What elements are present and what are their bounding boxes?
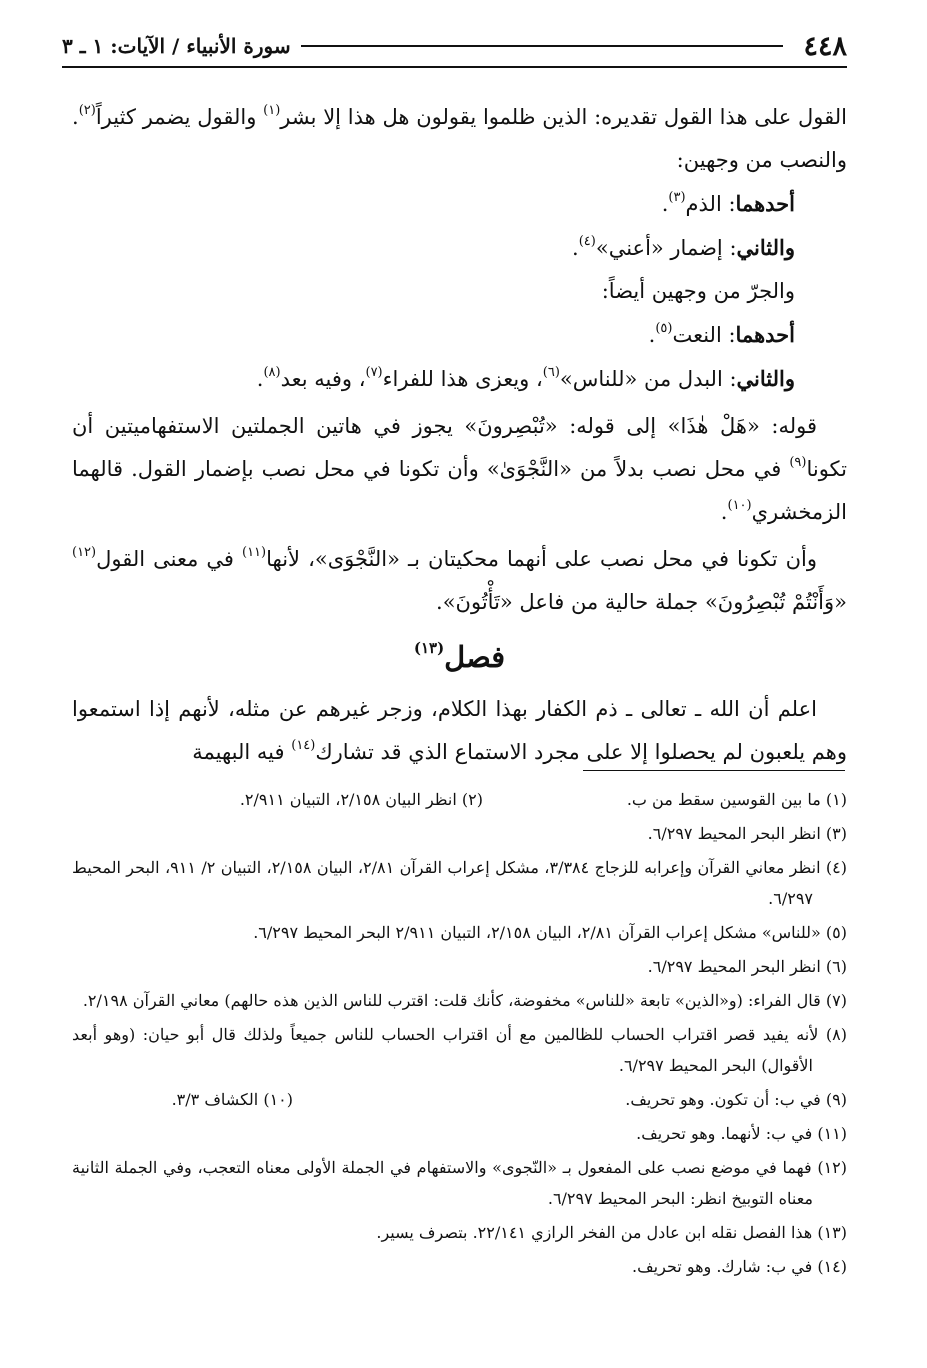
text-run: . xyxy=(256,367,264,391)
text-run: : النعت xyxy=(672,323,736,347)
text-run: في معنى القول xyxy=(96,547,242,571)
footnote-7: (٧) قال الفراء: (و«الذين» تابعة «للناس» مخفوضة، كأنك قلت: اقترب للناس الذين هذه حالهم) معاني القرآن ٢/١٩٨. xyxy=(82,991,847,1010)
text-run: : الذم xyxy=(685,192,736,216)
text-run: «وَأَنْتُمْ تُبْصِرُونَ» جملة حالية من فاعل «تَأْتُونَ». xyxy=(436,590,847,614)
main-text xyxy=(72,96,847,774)
footnote-11: (١١) في ب: لأنهما. وهو تحريف. xyxy=(636,1124,847,1143)
text-run: ، وفيه بعد xyxy=(280,367,366,391)
footnote-3: (٣) انظر البحر المحيط ٦/٢٩٧. xyxy=(647,824,847,843)
nasb-option-2 xyxy=(72,226,847,270)
footnote-6: (٦) انظر البحر المحيط ٦/٢٩٧. xyxy=(647,957,847,976)
footnote-9: (٩) في ب: أن تكون. وهو تحريف. xyxy=(625,1090,847,1109)
footnote-row xyxy=(72,1084,847,1115)
footnote-ref: (٤) xyxy=(578,234,596,249)
text-run: وأن تكونا في محل نصب على أنهما محكيتان بـ «النَّجْوَى»، لأنها xyxy=(266,547,818,571)
footnote-13: (١٣) هذا الفصل نقله ابن عادل من الفخر الرازي ٢٢/١٤١. بتصرف يسير. xyxy=(376,1223,847,1242)
jarr-option-2 xyxy=(72,357,847,401)
text-run: اعلم أن الله ـ تعالى ـ ذم الكفار بهذا الكلام، وزجر غيرهم عن مثله، لأنهم إذا استمعوا وهم يلعبون لم يحصلوا إلا على مجرد الاستماع الذي قد تشارك xyxy=(72,697,847,764)
nasb-option-1 xyxy=(72,182,847,226)
footnote-ref: (٨) xyxy=(263,365,281,380)
footnote-12: (١٢) فهما في موضع نصب على المفعول بـ «النّجوى» والاستفهام في الجملة الأولى معناه التعجب، وفي الجملة الثانية معناه التوبيخ انظر: البحر المحيط ٦/٢٩٧. xyxy=(72,1158,847,1208)
option-label: أحدهما xyxy=(735,191,795,216)
text-run: ، ويعزى هذا للفراء xyxy=(382,367,543,391)
footnote-2: (٢) انظر البيان ٢/١٥٨، التبيان ٢/٩١١. xyxy=(239,790,483,809)
running-title: سورة الأنبياء / الآيات: ١ ـ ٣ xyxy=(62,34,291,58)
jarr-intro: والجرّ من وجهين أيضاً: xyxy=(601,279,795,303)
text-run: . xyxy=(720,500,728,524)
text-run: فيه البهيمة xyxy=(192,740,292,764)
footnote-separator xyxy=(583,770,845,771)
paragraph-4 xyxy=(72,688,847,774)
footnote-1: (١) ما بين القوسين سقط من ب. xyxy=(626,790,847,809)
text-run: والقول يضمر كثيراً xyxy=(95,105,264,129)
section-heading xyxy=(72,634,847,680)
paragraph-1 xyxy=(72,96,847,182)
footnote-ref: (١٤) xyxy=(291,738,316,753)
footnote-row xyxy=(72,784,847,815)
paragraph-3 xyxy=(72,538,847,624)
text-run: . xyxy=(572,236,579,260)
footnote-4: (٤) انظر معاني القرآن وإعرابه للزجاج ٣/٣٨٤، مشكل إعراب القرآن ٢/٨١، البيان ٢/١٥٨، التبيان ٢/ ٩١١، البحر المحيط ٦/٢٩٧. xyxy=(72,858,848,908)
section-title: فصل xyxy=(444,640,506,674)
footnote-8: (٨) لأنه يفيد قصر اقتراب الحساب للظالمين مع أن اقتراب الحساب للناس جميعاً ولذلك قال أبو حيان: (وهو أبعد الأقوال) البحر المحيط ٦/٢٩٧. xyxy=(72,1025,847,1075)
text-run: . xyxy=(661,192,669,216)
jarr-option-1 xyxy=(72,313,847,357)
option-label: والثاني xyxy=(736,366,795,391)
footnote-ref: (١٢) xyxy=(72,545,97,560)
footnote-ref: (٩) xyxy=(789,455,807,470)
option-label: أحدهما xyxy=(735,322,795,347)
text-run: القول على هذا القول تقديره: الذين ظلموا يقولون هل هذا إلا بشر xyxy=(280,105,848,129)
text-run: . والنصب من وجهين: xyxy=(72,105,847,172)
footnote-ref: (٥) xyxy=(655,321,673,336)
footnotes xyxy=(72,784,847,1285)
footnote-10: (١٠) الكشاف ٣/٣. xyxy=(171,1090,293,1109)
page-number: ٤٤٨ xyxy=(793,31,847,62)
text-run: . xyxy=(648,323,656,347)
text-run: في محل نصب بدلاً من «النَّجْوَىٰ» وأن تكونا في محل نصب بإضمار القول. قالهما الزمخشري xyxy=(72,457,847,524)
page-header xyxy=(62,26,847,68)
footnote-ref: (٦) xyxy=(542,365,560,380)
footnote-ref: (١٣) xyxy=(413,639,445,657)
footnote-ref: (١١) xyxy=(242,545,267,560)
footnote-5: (٥) «للناس» مشكل إعراب القرآن ٢/٨١، البيان ٢/١٥٨، التبيان ٢/٩١١ البحر المحيط ٦/٢٩٧. xyxy=(253,923,847,942)
footnote-ref: (٣) xyxy=(668,190,686,205)
text-run: : إضمار «أعني» xyxy=(595,236,737,260)
text-run: : البدل من «للناس» xyxy=(559,367,737,391)
footnote-ref: (٢) xyxy=(78,103,96,118)
footnote-ref: (١٠) xyxy=(727,498,752,513)
footnote-14: (١٤) في ب: شارك. وهو تحريف. xyxy=(632,1257,847,1276)
footnote-ref: (١) xyxy=(263,103,281,118)
paragraph-2 xyxy=(72,405,847,534)
header-rule xyxy=(301,45,784,47)
footnote-ref: (٧) xyxy=(365,365,383,380)
option-label: والثاني xyxy=(736,235,795,260)
text-run: قوله: «هَلْ هٰذَا» إلى قوله: «تُبْصِرونَ» يجوز في هاتين الجملتين الاستفهاميتين أن تكونا xyxy=(72,414,847,481)
